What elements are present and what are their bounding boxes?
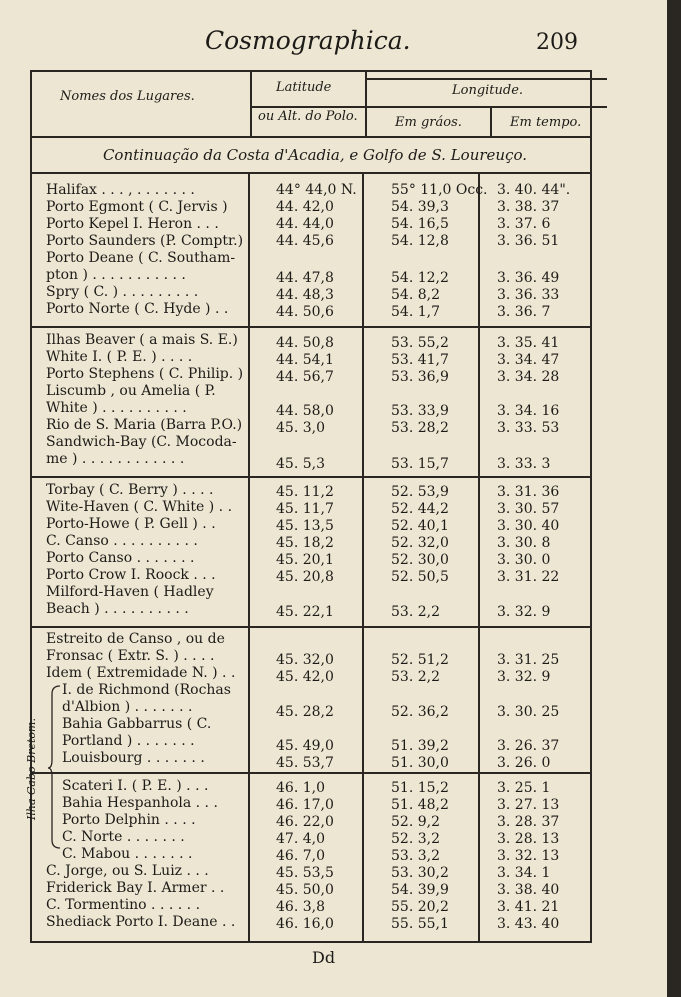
place-name: Bahia Gabbarrus ( C.	[62, 716, 212, 732]
longitude-time: 3. 32. 13	[497, 848, 560, 864]
longitude-degrees: 54. 12,2	[391, 270, 449, 286]
latitude-value: 45. 53,5	[276, 865, 334, 881]
longitude-time: 3. 32. 9	[497, 604, 551, 620]
place-name: Bahia Hespanhola . . .	[62, 795, 218, 811]
column-rule	[248, 172, 250, 943]
longitude-time: 3. 37. 6	[497, 216, 551, 232]
longitude-time: 3. 43. 40	[497, 916, 560, 932]
place-name: Estreito de Canso , ou de	[46, 631, 225, 647]
longitude-time: 3. 30. 0	[497, 552, 551, 568]
longitude-time: 3. 41. 21	[497, 899, 560, 915]
latitude-value: 45. 28,2	[276, 704, 334, 720]
longitude-time: 3. 25. 1	[497, 780, 551, 796]
longitude-degrees: 53. 36,9	[391, 369, 449, 385]
longitude-degrees: 55° 11,0 Occ.	[391, 182, 488, 198]
place-name: Porto Saunders (P. Comptr.)	[46, 233, 244, 249]
place-name: Porto Crow I. Roock . . .	[46, 567, 216, 583]
longitude-time: 3. 34. 1	[497, 865, 551, 881]
longitude-degrees: 51. 30,0	[391, 755, 449, 771]
section-subtitle: Continuação da Costa d'Acadia, e Golfo de S. Loureuço.	[102, 146, 528, 164]
longitude-degrees: 53. 30,2	[391, 865, 449, 881]
longitude-degrees: 53. 3,2	[391, 848, 440, 864]
place-name: Porto Norte ( C. Hyde ) . .	[46, 301, 229, 317]
longitude-time: 3. 36. 7	[497, 304, 551, 320]
island-label: Ilha Cabo Bretom.	[25, 718, 38, 820]
place-name: Wite-Haven ( C. White ) . .	[46, 499, 233, 515]
latitude-value: 44. 50,8	[276, 335, 334, 351]
island-bracket	[48, 684, 62, 850]
latitude-value: 47. 4,0	[276, 831, 325, 847]
place-name: Torbay ( C. Berry ) . . . .	[46, 482, 214, 498]
place-name: C. Norte . . . . . . .	[62, 829, 185, 845]
latitude-value: 44. 47,8	[276, 270, 334, 286]
longitude-time: 3. 31. 22	[497, 569, 560, 585]
place-name: Sandwich-Bay (C. Mocoda-	[46, 434, 237, 450]
longitude-degrees: 52. 40,1	[391, 518, 449, 534]
longitude-degrees: 51. 39,2	[391, 738, 449, 754]
longitude-time: 3. 31. 36	[497, 484, 560, 500]
column-rule	[478, 172, 480, 943]
column-header-pole: ou Alt. do Polo.	[258, 109, 358, 124]
latitude-value: 44. 42,0	[276, 199, 334, 215]
longitude-time: 3. 40. 44".	[497, 182, 571, 198]
latitude-value: 45. 18,2	[276, 535, 334, 551]
place-name: Porto-Howe ( P. Gell ) . .	[46, 516, 216, 532]
latitude-value: 45. 13,5	[276, 518, 334, 534]
header-rule	[30, 136, 592, 138]
place-name: Idem ( Extremidade N. ) . .	[46, 665, 236, 681]
latitude-value: 46. 16,0	[276, 916, 334, 932]
group-rule	[30, 626, 592, 628]
longitude-degrees: 54. 8,2	[391, 287, 440, 303]
latitude-value: 45. 11,7	[276, 501, 334, 517]
longitude-degrees: 52. 44,2	[391, 501, 449, 517]
latitude-value: 45. 11,2	[276, 484, 334, 500]
group-rule	[30, 326, 592, 328]
longitude-time: 3. 35. 41	[497, 335, 560, 351]
longitude-degrees: 53. 28,2	[391, 420, 449, 436]
latitude-value: 46. 1,0	[276, 780, 325, 796]
place-name: Porto Canso . . . . . . .	[46, 550, 195, 566]
column-rule	[250, 72, 252, 136]
place-name: Scateri I. ( P. E. ) . . .	[62, 778, 209, 794]
longitude-time: 3. 36. 33	[497, 287, 560, 303]
latitude-value: 45. 5,3	[276, 456, 325, 472]
group-rule	[30, 772, 592, 774]
longitude-degrees: 53. 33,9	[391, 403, 449, 419]
place-name: Porto Egmont ( C. Jervis )	[46, 199, 228, 215]
latitude-value: 44. 45,6	[276, 233, 334, 249]
place-name: I. de Richmond (Rochas	[62, 682, 231, 698]
longitude-degrees: 52. 36,2	[391, 704, 449, 720]
latitude-value: 45. 20,1	[276, 552, 334, 568]
column-rule	[362, 172, 364, 943]
column-header-latitude: Latitude	[276, 80, 332, 95]
column-header-degrees: Em gráos.	[395, 115, 462, 130]
place-name: C. Jorge, ou S. Luiz . . .	[46, 863, 209, 879]
longitude-time: 3. 34. 28	[497, 369, 560, 385]
latitude-value: 46. 22,0	[276, 814, 334, 830]
column-header-time: Em tempo.	[510, 115, 582, 130]
longitude-degrees: 52. 3,2	[391, 831, 440, 847]
place-name: White I. ( P. E. ) . . . .	[46, 349, 193, 365]
longitude-time: 3. 36. 51	[497, 233, 560, 249]
longitude-time: 3. 31. 25	[497, 652, 560, 668]
place-name: Portland ) . . . . . . .	[62, 733, 195, 749]
longitude-time: 3. 30. 57	[497, 501, 560, 517]
place-name: Porto Stephens ( C. Philip. )	[46, 366, 244, 382]
place-name: pton ) . . . . . . . . . . .	[46, 267, 186, 283]
longitude-time: 3. 34. 16	[497, 403, 560, 419]
longitude-degrees: 54. 39,9	[391, 882, 449, 898]
latitude-value: 44. 44,0	[276, 216, 334, 232]
latitude-value: 45. 3,0	[276, 420, 325, 436]
latitude-value: 44. 54,1	[276, 352, 334, 368]
latitude-value: 45. 42,0	[276, 669, 334, 685]
group-rule	[30, 476, 592, 478]
latitude-value: 44. 50,6	[276, 304, 334, 320]
place-name: Porto Kepel I. Heron . . .	[46, 216, 219, 232]
longitude-degrees: 54. 39,3	[391, 199, 449, 215]
place-name: d'Albion ) . . . . . . .	[62, 699, 193, 715]
longitude-time: 3. 36. 49	[497, 270, 560, 286]
longitude-degrees: 55. 20,2	[391, 899, 449, 915]
latitude-value: 44. 58,0	[276, 403, 334, 419]
place-name: C. Mabou . . . . . . .	[62, 846, 193, 862]
latitude-value: 46. 17,0	[276, 797, 334, 813]
longitude-time: 3. 27. 13	[497, 797, 560, 813]
place-name: Friderick Bay I. Armer . .	[46, 880, 225, 896]
longitude-degrees: 52. 32,0	[391, 535, 449, 551]
longitude-degrees: 54. 1,7	[391, 304, 440, 320]
place-name: Spry ( C. ) . . . . . . . . .	[46, 284, 199, 300]
place-name: C. Tormentino . . . . . .	[46, 897, 201, 913]
longitude-degrees: 53. 2,2	[391, 604, 440, 620]
place-name: Halifax . . . , . . . . . . .	[46, 182, 195, 198]
longitude-degrees: 51. 48,2	[391, 797, 449, 813]
longitude-time: 3. 34. 47	[497, 352, 560, 368]
place-name: C. Canso . . . . . . . . . .	[46, 533, 198, 549]
place-name: me ) . . . . . . . . . . . .	[46, 451, 185, 467]
longitude-time: 3. 33. 53	[497, 420, 560, 436]
running-title: Cosmographica.	[205, 26, 411, 55]
latitude-value: 45. 50,0	[276, 882, 334, 898]
longitude-degrees: 52. 30,0	[391, 552, 449, 568]
longitude-degrees: 54. 16,5	[391, 216, 449, 232]
longitude-degrees: 53. 41,7	[391, 352, 449, 368]
place-name: Porto Deane ( C. Southam-	[46, 250, 236, 266]
latitude-value: 44° 44,0 N.	[276, 182, 357, 198]
longitude-time: 3. 30. 25	[497, 704, 560, 720]
latitude-value: 44. 48,3	[276, 287, 334, 303]
longitude-degrees: 52. 53,9	[391, 484, 449, 500]
subtitle-rule	[30, 172, 592, 174]
longitude-time: 3. 28. 37	[497, 814, 560, 830]
longitude-degrees: 53. 2,2	[391, 669, 440, 685]
latitude-value: 44. 56,7	[276, 369, 334, 385]
place-name: Beach ) . . . . . . . . . .	[46, 601, 189, 617]
longitude-degrees: 52. 50,5	[391, 569, 449, 585]
longitude-degrees: 52. 51,2	[391, 652, 449, 668]
page-number: 209	[536, 30, 578, 55]
longitude-time: 3. 28. 13	[497, 831, 560, 847]
longitude-time: 3. 26. 37	[497, 738, 560, 754]
longitude-degrees: 53. 15,7	[391, 456, 449, 472]
longitude-time: 3. 38. 40	[497, 882, 560, 898]
place-name: Fronsac ( Extr. S. ) . . . .	[46, 648, 215, 664]
latitude-value: 45. 32,0	[276, 652, 334, 668]
longitude-time: 3. 30. 8	[497, 535, 551, 551]
signature-mark: Dd	[312, 948, 336, 967]
latitude-value: 45. 22,1	[276, 604, 334, 620]
longitude-degrees: 55. 55,1	[391, 916, 449, 932]
place-name: White ) . . . . . . . . . .	[46, 400, 187, 416]
place-name: Porto Delphin . . . .	[62, 812, 196, 828]
longitude-time: 3. 26. 0	[497, 755, 551, 771]
longitude-time: 3. 38. 37	[497, 199, 560, 215]
column-header-longitude: Longitude.	[452, 83, 524, 98]
longitude-degrees: 53. 55,2	[391, 335, 449, 351]
column-rule	[490, 106, 492, 136]
place-name: Rio de S. Maria (Barra P.O.)	[46, 417, 243, 433]
column-rule	[365, 72, 367, 136]
place-name: Louisbourg . . . . . . .	[62, 750, 205, 766]
latitude-value: 46. 3,8	[276, 899, 325, 915]
column-header-places: Nomes dos Lugares.	[60, 89, 195, 104]
longitude-degrees: 52. 9,2	[391, 814, 440, 830]
header-rule	[365, 78, 607, 80]
latitude-value: 46. 7,0	[276, 848, 325, 864]
place-name: Shediack Porto I. Deane . .	[46, 914, 236, 930]
longitude-degrees: 51. 15,2	[391, 780, 449, 796]
longitude-degrees: 54. 12,8	[391, 233, 449, 249]
header-rule	[250, 106, 607, 108]
place-name: Milford-Haven ( Hadley	[46, 584, 214, 600]
place-name: Ilhas Beaver ( a mais S. E.)	[46, 332, 238, 348]
longitude-time: 3. 30. 40	[497, 518, 560, 534]
latitude-value: 45. 53,7	[276, 755, 334, 771]
latitude-value: 45. 20,8	[276, 569, 334, 585]
longitude-time: 3. 33. 3	[497, 456, 551, 472]
latitude-value: 45. 49,0	[276, 738, 334, 754]
longitude-time: 3. 32. 9	[497, 669, 551, 685]
place-name: Liscumb , ou Amelia ( P.	[46, 383, 216, 399]
